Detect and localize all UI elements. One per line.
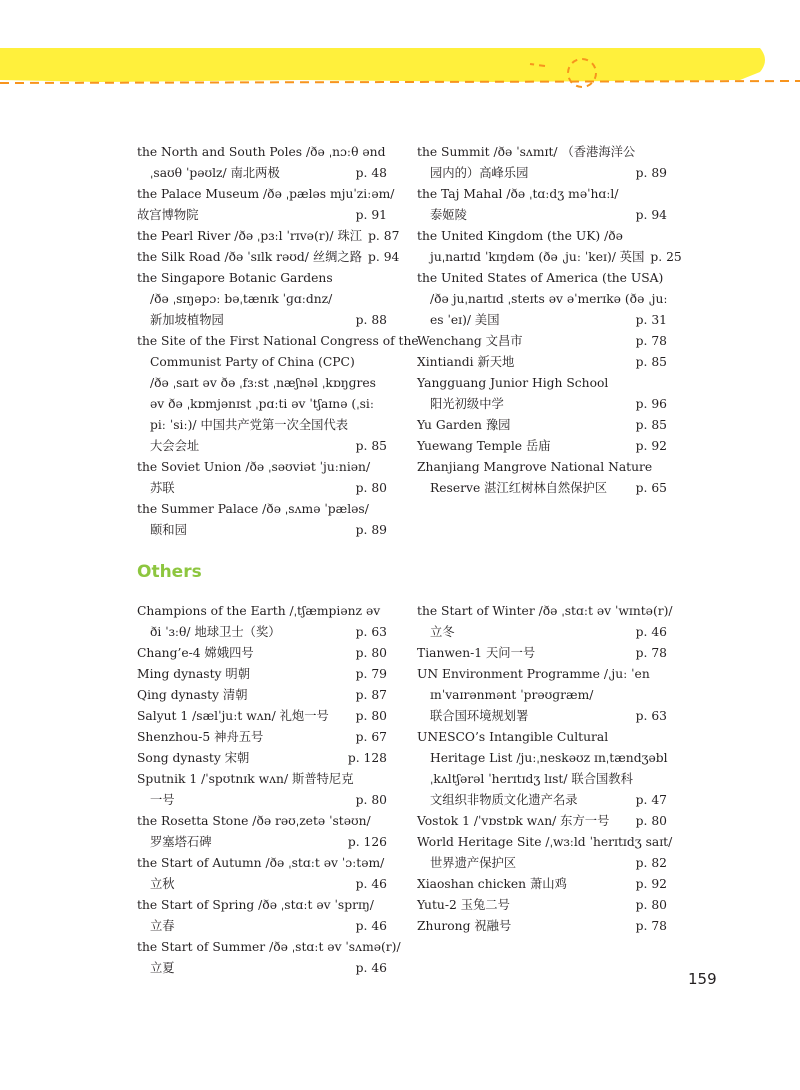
- index-line: [137, 811, 387, 832]
- entry-page: [381, 895, 387, 916]
- entry-page: p. 46: [635, 625, 667, 639]
- entry-text: ði ˈɜːθ/ 地球卫士（奖）: [150, 625, 281, 639]
- index-line: [417, 664, 667, 685]
- entry-text: the Start of Spring /ðə ˌstɑːt əv ˈsprɪŋ/: [137, 898, 374, 912]
- index-line: [417, 874, 667, 895]
- index-line: [417, 811, 667, 832]
- index-line: [417, 373, 667, 394]
- entry-text: the Start of Winter /ðə ˌstɑːt əv ˈwɪntə(r)/: [417, 604, 673, 618]
- entry-page: [661, 769, 667, 790]
- index-line: [417, 916, 667, 937]
- entry-page: [661, 373, 667, 394]
- entry-page: [401, 937, 407, 958]
- index-line: [137, 520, 387, 541]
- entry-page: p. 48: [355, 166, 387, 180]
- index-line: [137, 916, 387, 937]
- entry-page: p. 80: [355, 481, 387, 495]
- index-line: [137, 727, 387, 748]
- others-column-2: [417, 601, 673, 937]
- index-line: [417, 289, 667, 310]
- entry-page: [381, 601, 387, 622]
- entry-text: UNESCO’s Intangible Cultural: [417, 730, 609, 744]
- entry-text: the United Kingdom (the UK) /ðə: [417, 229, 623, 243]
- index-line: [137, 643, 387, 664]
- entry-page: p. 67: [355, 730, 387, 744]
- entry-page: p. 46: [355, 877, 387, 891]
- entry-page: [661, 184, 667, 205]
- entry-page: [661, 457, 667, 478]
- entry-page: p. 78: [635, 919, 667, 933]
- index-line: [417, 394, 667, 415]
- entry-page: p. 63: [635, 709, 667, 723]
- entry-text: Heritage List /juːˌneskəʊz ɪnˌtændʒəbl: [430, 751, 668, 765]
- entry-page: p. 128: [347, 751, 387, 765]
- entry-text: the Start of Autumn /ðə ˌstɑːt əv ˈɔːtəm/: [137, 856, 385, 870]
- index-column-2: [417, 142, 682, 499]
- entry-text: 世界遗产保护区: [430, 856, 517, 870]
- index-line: [417, 706, 667, 727]
- entry-text: Wenchang 文昌市: [417, 334, 523, 348]
- entry-text: 颐和园: [150, 523, 187, 537]
- entry-text: Tianwen-1 天问一号: [417, 646, 536, 660]
- index-line: [137, 289, 387, 310]
- entry-text: the Palace Museum /ðə ˌpæləs mjuˈziːəm/: [137, 187, 395, 201]
- entry-page: [385, 142, 391, 163]
- entry-text: Champions of the Earth /ˌtʃæmpiənz əv: [137, 604, 381, 618]
- entry-text: the Start of Summer /ðə ˌstɑːt əv ˈsʌmə(r)/: [137, 940, 401, 954]
- entry-text: /ðə juˌnaɪtɪd ˌsteɪts əv əˈmerɪkə (ðə ˌjuː: [430, 292, 668, 306]
- entry-page: p. 94: [368, 250, 400, 264]
- entry-page: [661, 727, 667, 748]
- entry-text: Sputnik 1 /ˈspʊtnɪk wʌn/ 斯普特尼克: [137, 772, 354, 786]
- entry-text: Qing dynasty 清朝: [137, 688, 248, 702]
- entry-page: [668, 748, 674, 769]
- index-line: [417, 163, 667, 184]
- index-line: [137, 790, 387, 811]
- entry-page: p. 46: [355, 919, 387, 933]
- entry-page: p. 92: [635, 877, 667, 891]
- index-line: [417, 478, 667, 499]
- entry-text: Yutu-2 玉兔二号: [417, 898, 510, 912]
- index-line: [417, 769, 667, 790]
- entry-text: Salyut 1 /sælˈjuːt wʌn/ 礼炮一号: [137, 709, 329, 723]
- entry-text: the Singapore Botanic Gardens: [137, 271, 333, 285]
- index-line: [137, 622, 387, 643]
- index-line: [137, 226, 400, 247]
- entry-text: Zhanjiang Mangrove National Nature: [417, 460, 653, 474]
- entry-text: piː ˈsiː)/ 中国共产党第一次全国代表: [150, 418, 349, 432]
- entry-text: Chang’e-4 嫦娥四号: [137, 646, 254, 660]
- entry-text: ˌsaʊθ ˈpəʊlz/ 南北两极: [150, 166, 280, 180]
- index-line: [417, 727, 667, 748]
- entry-text: juˌnaɪtɪd ˈkɪŋdəm (ðə ˌjuː ˈkeɪ)/ 英国: [430, 250, 645, 264]
- entry-page: p. 78: [635, 646, 667, 660]
- entry-text: Ming dynasty 明朝: [137, 667, 250, 681]
- entry-text: 立春: [150, 919, 175, 933]
- index-line: [417, 643, 667, 664]
- entry-page: [661, 226, 667, 247]
- entry-page: p. 94: [635, 208, 667, 222]
- index-line: [137, 832, 387, 853]
- index-line: [137, 769, 387, 790]
- entry-text: 联合国环境规划署: [430, 709, 529, 723]
- entry-page: p. 46: [355, 961, 387, 975]
- entry-page: p. 47: [635, 793, 667, 807]
- entry-text: Yuewang Temple 岳庙: [417, 439, 551, 453]
- entry-page: [672, 832, 678, 853]
- entry-text: Communist Party of China (CPC): [150, 355, 355, 369]
- index-line: [417, 790, 667, 811]
- index-line: [417, 457, 667, 478]
- entry-text: Yangguang Junior High School: [417, 376, 609, 390]
- entry-text: Xintiandi 新天地: [417, 355, 515, 369]
- entry-page: p. 63: [355, 625, 387, 639]
- entry-text: 文组织非物质文化遗产名录: [430, 793, 578, 807]
- entry-page: [384, 853, 390, 874]
- index-line: [417, 895, 667, 916]
- entry-text: ˌkʌltʃərəl ˈherɪtɪdʒ lɪst/ 联合国教科: [430, 772, 633, 786]
- entry-page: p. 85: [635, 355, 667, 369]
- entry-page: [381, 457, 387, 478]
- entry-page: p. 31: [635, 313, 667, 327]
- entry-page: p. 92: [635, 439, 667, 453]
- entry-page: p. 80: [355, 793, 387, 807]
- entry-page: [381, 811, 387, 832]
- entry-text: ɪnˈvaɪrənmənt ˈprəʊɡræm/: [430, 688, 594, 702]
- index-line: [137, 331, 419, 352]
- index-line: [417, 853, 667, 874]
- index-line: [137, 685, 387, 706]
- index-line: [137, 601, 387, 622]
- entry-page: [673, 601, 679, 622]
- index-line: [137, 142, 387, 163]
- entry-page: [381, 769, 387, 790]
- entry-page: [663, 268, 669, 289]
- entry-text: 故宫博物院: [137, 208, 199, 222]
- entry-text: the Summer Palace /ðə ˌsʌmə ˈpæləs/: [137, 502, 369, 516]
- index-line: [417, 142, 667, 163]
- header-banner: [0, 0, 800, 100]
- entry-text: the North and South Poles /ðə ˌnɔːθ ənd: [137, 145, 386, 159]
- entry-page: p. 85: [635, 418, 667, 432]
- index-line: [137, 352, 387, 373]
- entry-text: World Heritage Site /ˌwɜːld ˈherɪtɪdʒ saɪt/: [417, 835, 673, 849]
- entry-text: the Silk Road /ðə ˈsɪlk rəʊd/ 丝绸之路: [137, 250, 363, 264]
- entry-page: p. 126: [347, 835, 387, 849]
- index-line: [137, 373, 387, 394]
- entry-page: p. 87: [355, 688, 387, 702]
- entry-text: UN Environment Programme /ˌjuː ˈen: [417, 667, 650, 681]
- index-line: [137, 415, 387, 436]
- entry-text: the Rosetta Stone /ðə rəʊˌzetə ˈstəʊn/: [137, 814, 371, 828]
- entry-text: 立秋: [150, 877, 175, 891]
- entry-text: /ðə ˌsaɪt əv ðə ˌfɜːst ˌnæʃnəl ˌkɒŋɡres: [150, 376, 376, 390]
- entry-page: p. 78: [635, 334, 667, 348]
- index-line: [417, 685, 667, 706]
- entry-text: 立冬: [430, 625, 455, 639]
- index-column-1: [137, 142, 419, 541]
- entry-page: p. 80: [355, 646, 387, 660]
- entry-text: 园内的）高峰乐园: [430, 166, 529, 180]
- index-line: [137, 457, 387, 478]
- entry-text: 泰姬陵: [430, 208, 467, 222]
- index-line: [137, 163, 387, 184]
- index-line: [137, 706, 387, 727]
- entry-page: [381, 373, 387, 394]
- entry-text: 罗塞塔石碑: [150, 835, 212, 849]
- entry-text: the Pearl River /ðə ˌpɜːl ˈrɪvə(r)/ 珠江: [137, 229, 363, 243]
- entry-page: [381, 415, 387, 436]
- index-line: [417, 415, 667, 436]
- index-line: [417, 205, 667, 226]
- index-line: [417, 184, 667, 205]
- others-column-1: [137, 601, 401, 979]
- entry-text: 大会会址: [150, 439, 200, 453]
- entry-text: Vostok 1 /ˈvɒstɒk wʌn/ 东方一号: [417, 814, 610, 828]
- index-line: [137, 937, 401, 958]
- entry-text: the United States of America (the USA): [417, 271, 664, 285]
- index-line: [137, 958, 387, 979]
- entry-page: [668, 289, 674, 310]
- entry-text: the Taj Mahal /ðə ˌtɑːdʒ məˈhɑːl/: [417, 187, 619, 201]
- entry-page: p. 25: [650, 250, 682, 264]
- entry-page: p. 89: [635, 166, 667, 180]
- entry-text: Reserve 湛江红树林自然保护区: [430, 481, 608, 495]
- index-line: [137, 310, 387, 331]
- entry-page: p. 88: [355, 313, 387, 327]
- entry-page: [661, 664, 667, 685]
- index-line: [417, 310, 667, 331]
- index-line: [137, 247, 400, 268]
- entry-text: Shenzhou-5 神舟五号: [137, 730, 264, 744]
- entry-page: [661, 685, 667, 706]
- index-line: [137, 874, 387, 895]
- entry-text: Yu Garden 豫园: [417, 418, 511, 432]
- entry-page: p. 89: [355, 523, 387, 537]
- index-line: [417, 622, 667, 643]
- entry-text: /ðə ˌsɪŋəpɔː bəˌtænɪk ˈɡɑːdnz/: [150, 292, 333, 306]
- entry-page: [381, 394, 387, 415]
- entry-text: the Site of the First National Congress of the: [137, 334, 419, 348]
- index-line: [417, 748, 667, 769]
- entry-page: p. 80: [635, 814, 667, 828]
- entry-text: 苏联: [150, 481, 175, 495]
- entry-page: [381, 352, 387, 373]
- index-line: [417, 436, 667, 457]
- index-line: [137, 478, 387, 499]
- index-line: [137, 268, 387, 289]
- index-line: [137, 895, 387, 916]
- entry-text: Zhurong 祝融号: [417, 919, 512, 933]
- index-line: [417, 268, 667, 289]
- index-line: [137, 436, 387, 457]
- entry-text: the Summit /ðə ˈsʌmɪt/ （香港海洋公: [417, 145, 636, 159]
- entry-text: the Soviet Union /ðə ˌsəʊviət ˈjuːniən/: [137, 460, 371, 474]
- entry-page: p. 82: [635, 856, 667, 870]
- entry-page: p. 79: [355, 667, 387, 681]
- index-line: [417, 352, 667, 373]
- index-line: [137, 184, 395, 205]
- entry-page: p. 87: [368, 229, 400, 243]
- entry-page: p. 65: [635, 481, 667, 495]
- entry-page: [381, 289, 387, 310]
- index-line: [137, 499, 387, 520]
- index-line: [417, 601, 673, 622]
- index-line: [137, 394, 387, 415]
- entry-page: p. 80: [635, 898, 667, 912]
- entry-text: 阳光初级中学: [430, 397, 504, 411]
- index-line: [137, 664, 387, 685]
- entry-text: Xiaoshan chicken 萧山鸡: [417, 877, 567, 891]
- index-line: [417, 226, 667, 247]
- entry-text: es ˈeɪ)/ 美国: [430, 313, 500, 327]
- entry-page: p. 91: [355, 208, 387, 222]
- entry-page: p. 80: [355, 709, 387, 723]
- index-line: [137, 853, 387, 874]
- index-line: [417, 247, 682, 268]
- entry-text: 一号: [150, 793, 175, 807]
- entry-text: 新加坡植物园: [150, 313, 224, 327]
- index-line: [417, 832, 673, 853]
- entry-page: [661, 142, 667, 163]
- page-number: 159: [688, 970, 717, 988]
- entry-page: [381, 268, 387, 289]
- entry-text: əv ðə ˌkɒmjənɪst ˌpɑːti əv ˈtʃaɪnə (ˌsiː: [150, 397, 374, 411]
- entry-page: [394, 184, 400, 205]
- section-heading-others: Others: [137, 562, 202, 582]
- entry-page: p. 96: [635, 397, 667, 411]
- index-line: [137, 205, 387, 226]
- index-line: [417, 331, 667, 352]
- entry-text: Song dynasty 宋朝: [137, 751, 250, 765]
- entry-page: p. 85: [355, 439, 387, 453]
- index-line: [137, 748, 387, 769]
- entry-text: 立夏: [150, 961, 175, 975]
- entry-page: [381, 499, 387, 520]
